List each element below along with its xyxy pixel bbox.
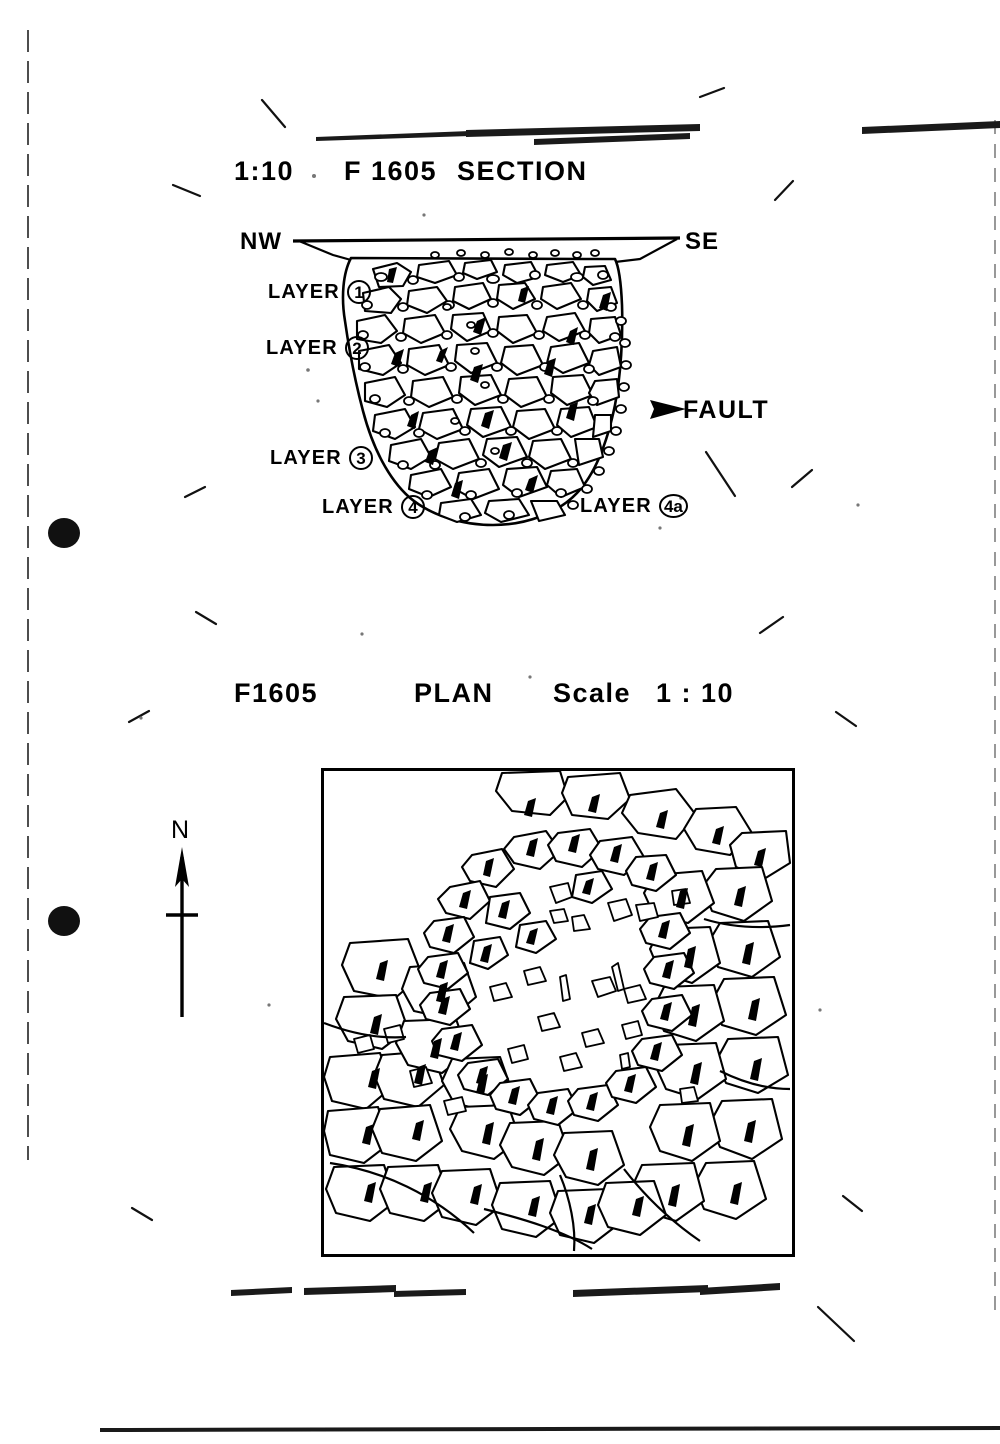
plan-scale-label: Scale: [553, 678, 632, 708]
section-layer-4a: [580, 494, 688, 518]
section-layer-3: [270, 446, 373, 470]
layer-4a-number: 4a: [659, 494, 688, 518]
layer-2-number: 2: [345, 336, 369, 360]
section-direction-se: SE: [685, 228, 720, 255]
north-arrow-icon: [160, 845, 204, 1020]
layer-4-text: LAYER: [322, 495, 394, 518]
section-title: SECTION: [457, 156, 588, 186]
margin-punch-dot-lower: [48, 906, 80, 936]
plan-frame: [321, 768, 795, 1257]
section-scale: 1:10: [234, 156, 295, 186]
fault-label: FAULT: [683, 396, 770, 424]
layer-3-number: 3: [349, 446, 373, 470]
fault-arrow-icon: [638, 396, 688, 424]
section-layer-2: [266, 336, 369, 360]
section-layer-1: [268, 280, 371, 304]
plan-drawing: [324, 771, 792, 1254]
section-direction-nw: NW: [240, 228, 282, 255]
layer-4a-text: LAYER: [580, 494, 652, 517]
compass-north-label: N: [171, 816, 190, 844]
plan-scale-value: 1 : 10: [656, 678, 735, 708]
section-feature-id: F 1605: [344, 156, 438, 186]
layer-1-number: 1: [347, 280, 371, 304]
section-layer-4: [322, 495, 425, 519]
plan-title: PLAN: [414, 678, 494, 708]
plan-feature-id: F1605: [234, 678, 319, 708]
margin-punch-dot-upper: [48, 518, 80, 548]
layer-2-text: LAYER: [266, 336, 338, 359]
layer-1-text: LAYER: [268, 280, 340, 303]
layer-4-number: 4: [401, 495, 425, 519]
layer-3-text: LAYER: [270, 446, 342, 469]
